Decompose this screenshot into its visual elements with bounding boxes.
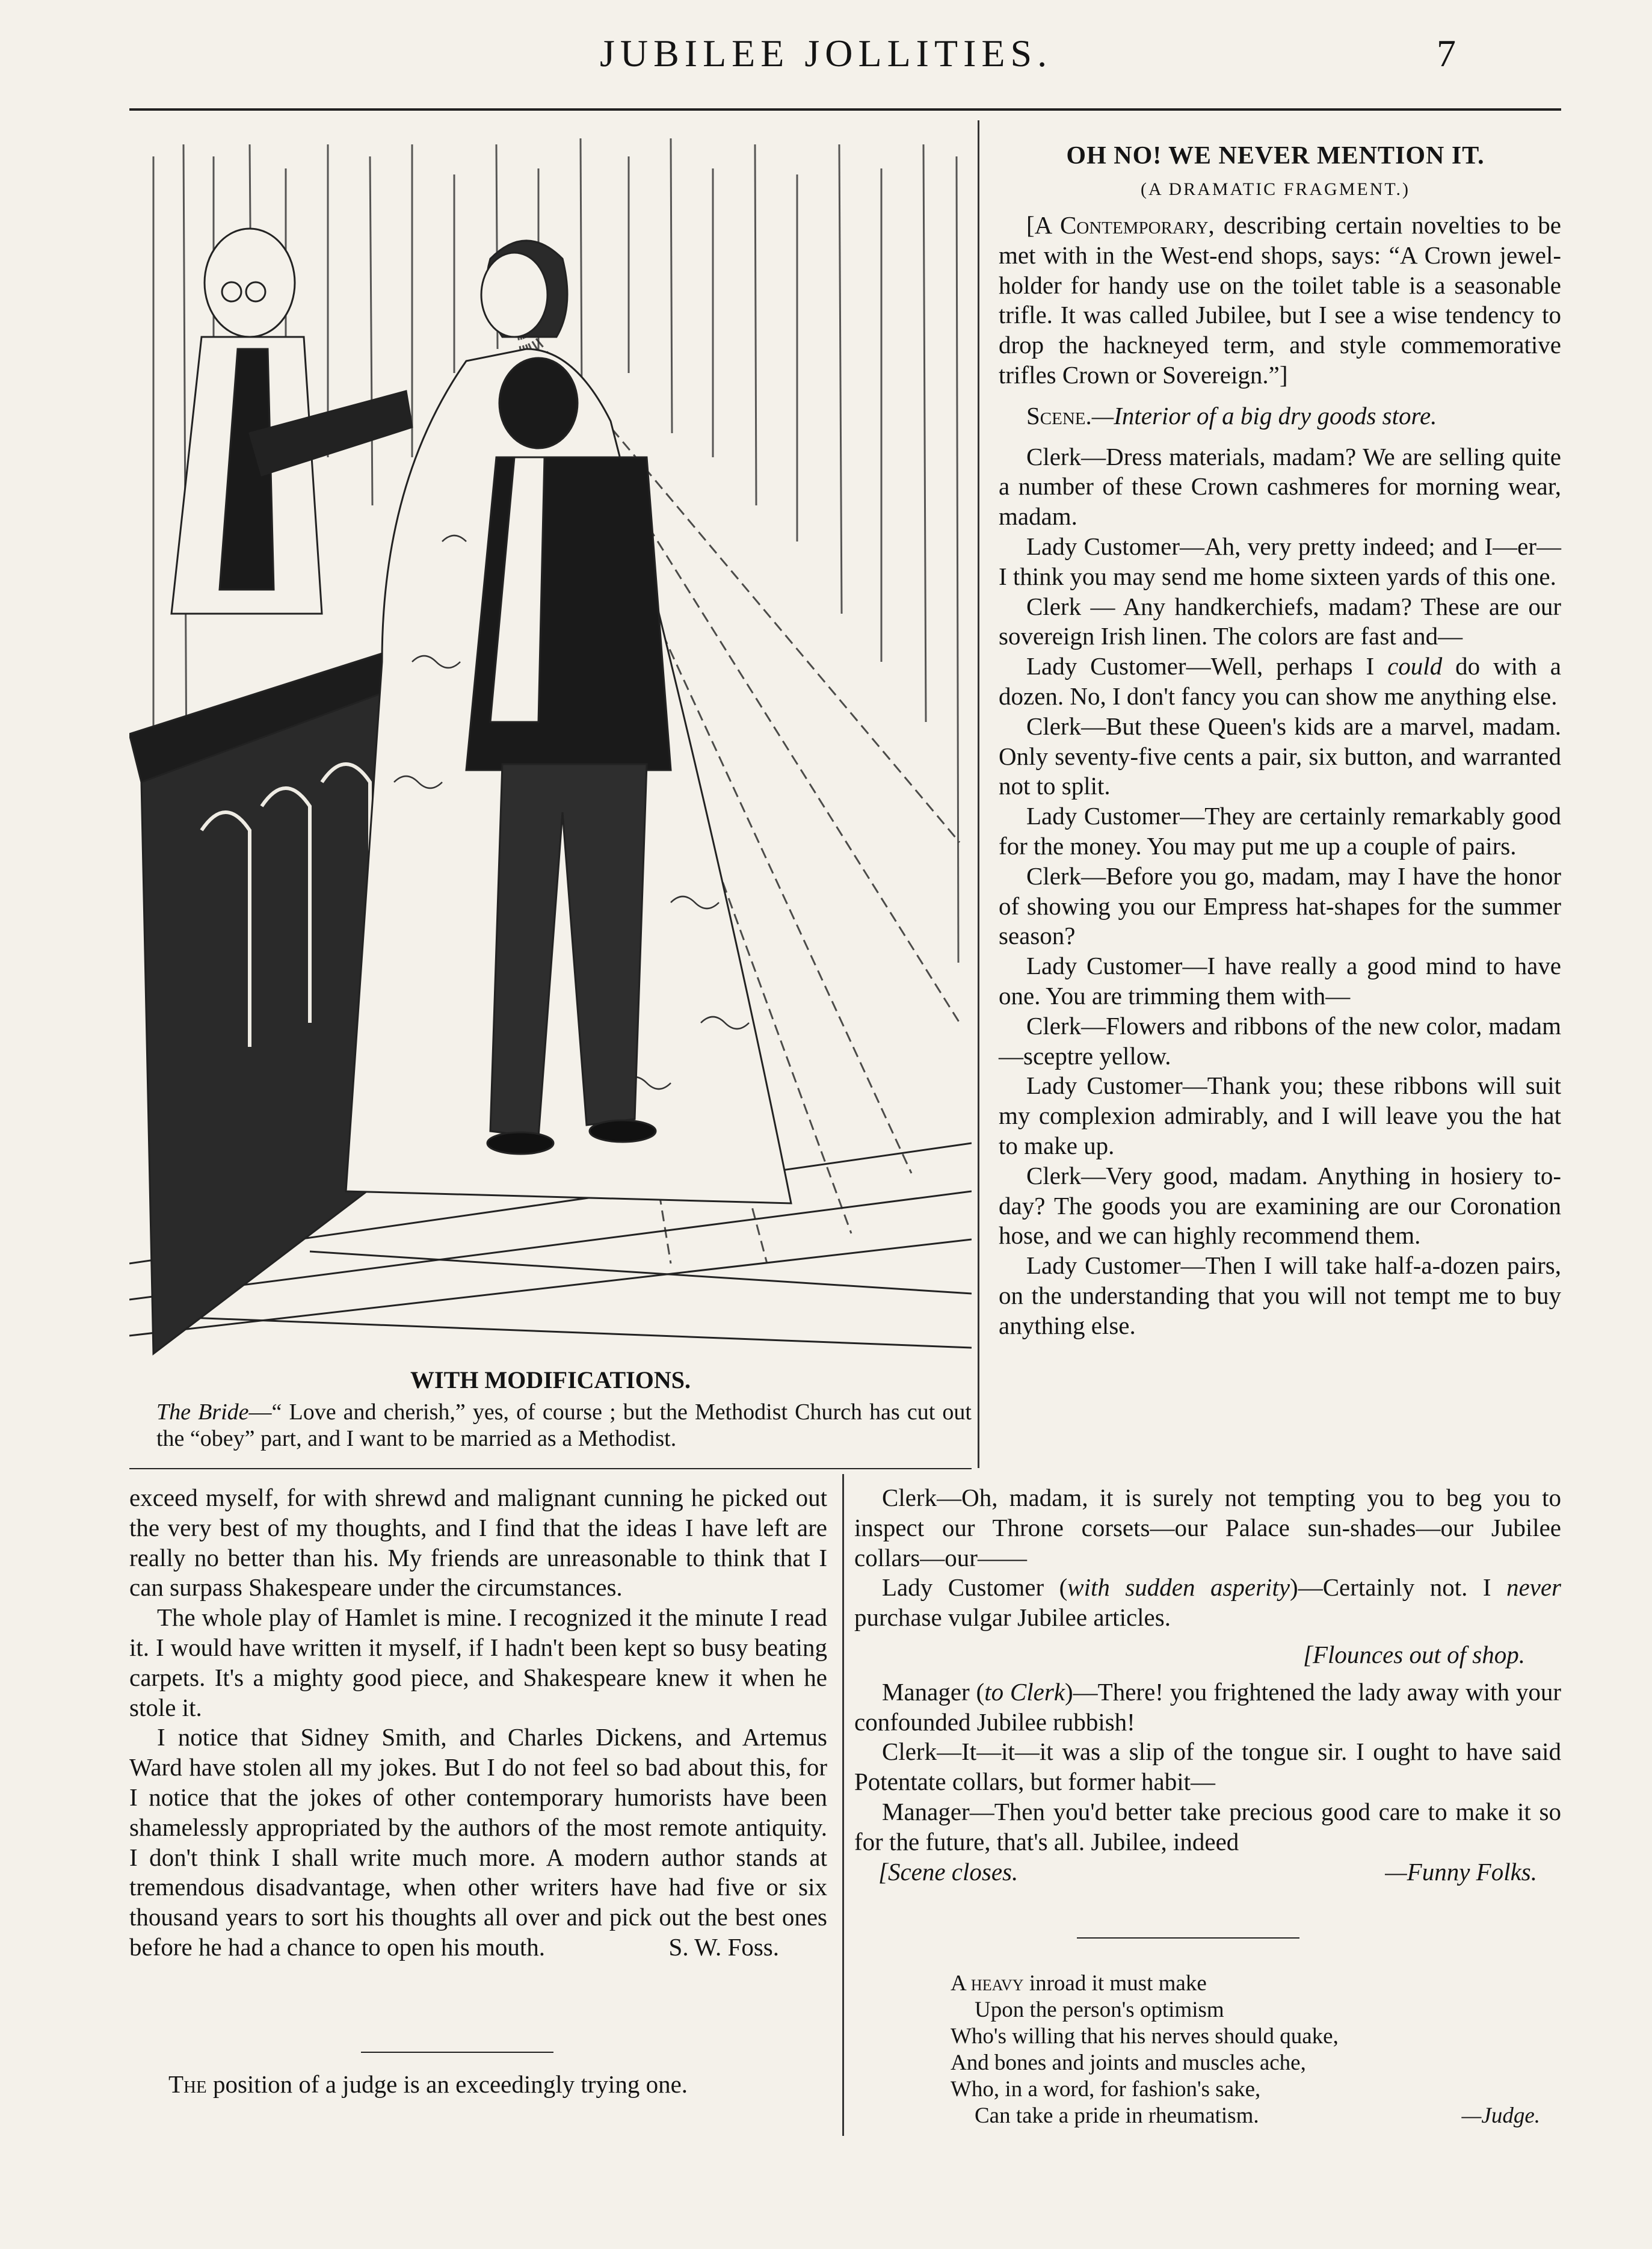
- dialogue-part: Manager (: [882, 1677, 985, 1706]
- dialogue-line: Clerk—Very good, madam. Anything in hosiery to-day? The goods you are examining are our Coronation hose, and we can highly recommend them.: [999, 1161, 1561, 1250]
- poem-line-text: inroad it must make: [1023, 1971, 1207, 1996]
- stage-direction-text: [Flounces out of shop.: [1303, 1640, 1525, 1668]
- poem-lead: A heavy: [951, 1971, 1024, 1996]
- dialogue-line: [854, 1677, 1561, 1738]
- dialogue-line: Clerk—But these Queen's kids are a marvel, madam. Only seventy-five cents a pair, six button, and warranted not to split.: [999, 712, 1561, 800]
- caption-speaker: The Bride: [156, 1399, 249, 1425]
- illustration-caption-title: WITH MODIFICATIONS.: [410, 1366, 691, 1393]
- dialogue-part: Lady Customer (: [882, 1573, 1068, 1602]
- dialogue-line: Lady Customer—Then I will take half-a-dozen pairs, on the understanding that you will not tempt me to buy anything else.: [999, 1251, 1561, 1339]
- left-article: [129, 1483, 827, 1963]
- left-paragraph: exceed myself, for with shrewd and malignant cunning he picked out the very best of my thoughts, and I find that the ideas I have left are really no better than his. My friends are unreasonable to think that I can surpass Shakespeare under the circumstances.: [129, 1484, 827, 1602]
- scene-label: Scene.: [1026, 401, 1092, 430]
- poem-line: Upon the person's optimism: [975, 1998, 1224, 2022]
- poem-rule: [1077, 1937, 1299, 1939]
- left-paragraph: The whole play of Hamlet is mine. I recognized it the minute I read it. I would have written it myself, if I hadn't been kept so busy beating carpets. It's a mighty good piece, and Shakespeare knew it when he stole it.: [129, 1603, 827, 1721]
- dialogue-emphasis: with sudden asperity: [1067, 1573, 1290, 1602]
- intro-paragraph: [999, 211, 1561, 390]
- scene-heading: [999, 401, 1561, 431]
- column-divider-lower: [842, 1474, 844, 2136]
- dialogue-line: [999, 652, 1561, 712]
- intro-smallcaps: A Contemporary,: [1034, 211, 1215, 239]
- judge-lead: The: [168, 2070, 207, 2098]
- poem-source: —Judge.: [1461, 2103, 1540, 2128]
- scene-closes: [Scene closes.: [878, 1857, 1019, 1886]
- poem-line: [951, 1970, 1540, 1997]
- dialogue-line: Manager—Then you'd better take precious good care to make it so for the future, that's all. Jubilee, indeed: [854, 1797, 1561, 1856]
- poem: [951, 1970, 1540, 2129]
- article-title: OH NO! WE NEVER MENTION IT.: [1066, 142, 1485, 170]
- dialogue-part: )—There! you frightened the lady away with your confounded Jubilee rubbish!: [854, 1677, 1561, 1736]
- dialogue-line: Lady Customer—Thank you; these ribbons will suit my complexion admirably, and I will leave you the hat to make up.: [999, 1072, 1561, 1159]
- closing-line: [854, 1857, 1561, 1887]
- article-signature: S. W. Foss.: [668, 1933, 779, 1961]
- dialogue-line: Lady Customer—I have really a good mind to have one. You are trimming them with—: [999, 952, 1561, 1010]
- caption-text: —“ Love and cherish,” yes, of course ; but the Methodist Church has cut out the “obey” part, and I want to be married as a Methodist.: [156, 1399, 972, 1451]
- left-paragraph: I notice that Sidney Smith, and Charles Dickens, and Artemus Ward have stolen all my jokes. But I do not feel so bad about this, for I notice that the jokes of other contemporary humorists have been shamelessly appropriated by the authors of the most remote antiquity. I don't think I shall write much more. A modern author stands at tremendous disadvantage, when other writers have had five or six thousand years to sort his thoughts all over and pick out the best ones before he had a chance to open his mouth.: [129, 1723, 827, 1961]
- wedding-engraving-image: [129, 120, 972, 1360]
- intro-rest: describing certain novelties to be met with in the West-end shops, says: “A Crown jewel-holder for handy use on the toilet table is a seasonable trifle. It was called Jubilee, but I see a wise tendency to drop the hackneyed term, and style commemorative trifles Crown or Sovereign.”]: [999, 211, 1561, 389]
- article-source: —Funny Folks.: [1385, 1857, 1537, 1886]
- dialogue-part: Lady Customer—Well, perhaps I: [1026, 652, 1388, 680]
- wedding-illustration: [129, 120, 972, 1360]
- poem-line: [951, 2103, 1540, 2129]
- dialogue-line: [854, 1573, 1561, 1633]
- left-article-rule: [361, 2052, 553, 2053]
- running-header: JUBILEE JOLLITIES.: [599, 32, 1053, 75]
- right-article-lower: [854, 1483, 1561, 1887]
- dialogue-line: Clerk—Dress materials, madam? We are selling quite a number of these Crown cashmeres for morning wear, madam.: [999, 442, 1561, 531]
- poem-line: And bones and joints and muscles ache,: [951, 2050, 1306, 2075]
- poem-line: Who, in a word, for fashion's sake,: [951, 2077, 1261, 2102]
- right-article-upper: [999, 211, 1561, 1340]
- dialogue-line: Lady Customer—They are certainly remarkably good for the money. You may put me up a couple of pairs.: [999, 802, 1561, 860]
- judge-text: position of a judge is an exceedingly trying one.: [212, 2070, 688, 2098]
- dialogue-line: Clerk—It—it—it was a slip of the tongue sir. I ought to have said Potentate collars, but former habit—: [854, 1738, 1561, 1796]
- dialogue-emphasis: to Clerk: [984, 1677, 1065, 1706]
- dialogue-line: Lady Customer—Ah, very pretty indeed; and I—er—I think you may send me home sixteen yards of this one.: [999, 532, 1561, 590]
- intro-bracket: [: [1026, 211, 1035, 239]
- dialogue-line: Clerk — Any handkerchiefs, madam? These are our sovereign Irish linen. The colors are fast and—: [999, 592, 1561, 650]
- scene-text: —Interior of a big dry goods store.: [1091, 401, 1437, 430]
- page-number: 7: [1437, 32, 1456, 75]
- poem-line-text: Can take a pride in rheumatism.: [975, 2103, 1259, 2128]
- dialogue-line: Clerk—Oh, madam, it is surely not tempting you to beg you to inspect our Throne corsets—our Palace sun-shades—our Jubilee collars—our——: [854, 1484, 1561, 1572]
- header-rule: [129, 108, 1561, 111]
- dialogue-part: purchase vulgar Jubilee articles.: [854, 1603, 1171, 1632]
- dialogue-part: do with a dozen. No, I don't fancy you can show me anything else.: [999, 652, 1562, 710]
- illustration-rule: [129, 1468, 972, 1469]
- dialogue-part: )—Certainly not. I: [1290, 1573, 1506, 1602]
- dialogue-emphasis: could: [1387, 652, 1443, 680]
- judge-paragraph: [168, 2070, 830, 2100]
- stage-direction: [854, 1640, 1561, 1670]
- illustration-caption: [156, 1399, 972, 1452]
- dialogue-emphasis: never: [1506, 1573, 1561, 1602]
- poem-line: Who's willing that his nerves should quake,: [951, 2024, 1339, 2049]
- column-divider-upper: [978, 120, 979, 1468]
- article-subtitle: (A DRAMATIC FRAGMENT.): [1141, 179, 1410, 199]
- dialogue-line: Clerk—Flowers and ribbons of the new color, madam—sceptre yellow.: [999, 1011, 1561, 1070]
- dialogue-line: Clerk—Before you go, madam, may I have the honor of showing you our Empress hat-shapes for the summer season?: [999, 862, 1561, 950]
